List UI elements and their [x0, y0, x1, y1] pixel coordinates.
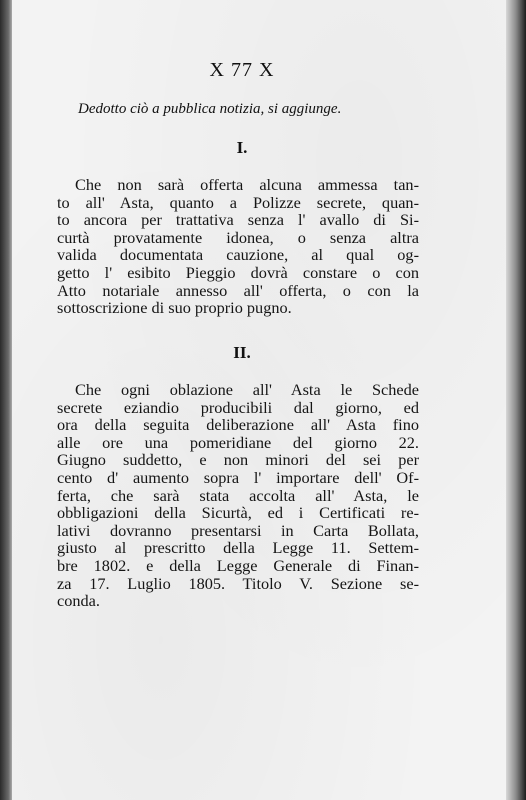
- text-line: obbligazioni della Sicurtà, ed i Certificati re-: [57, 503, 419, 523]
- text-line: to all' Asta, quanto a Polizze secrete, quan-: [57, 192, 419, 212]
- text-line: ora della seguita deliberazione all' Asta fino: [57, 415, 419, 435]
- text-line: secrete eziandio producibili dal giorno, ed: [57, 397, 419, 417]
- text-line: giusto al prescritto della Legge 11. Settem-: [57, 538, 419, 558]
- section-numeral-2: II.: [233, 343, 251, 362]
- book-page: [12, 0, 508, 800]
- text-line: Atto notariale annesso all' offerta, o con la: [57, 280, 419, 300]
- section-2-paragraph: [57, 381, 419, 610]
- text-line: curtà provatamente idonea, o senza altra: [57, 227, 419, 247]
- text-line: getto l' esibito Pieggio dovrà constare o con: [57, 262, 419, 282]
- text-line: bre 1802. e della Legge Generale di Finan-: [57, 555, 419, 575]
- section-1-paragraph: [57, 176, 419, 317]
- text-line: Che ogni oblazione all' Asta le Schede: [75, 380, 419, 399]
- text-line: valida documentata cauzione, al qual og-: [57, 245, 419, 265]
- text-line: conda.: [57, 591, 100, 611]
- text-line: za 17. Luglio 1805. Titolo V. Sezione se-: [57, 573, 419, 593]
- text-line: Che non sarà offerta alcuna ammessa tan-: [75, 175, 419, 194]
- section-numeral-1: I.: [236, 138, 248, 157]
- text-line: alle ore una pomeridiane del giorno 22.: [57, 432, 419, 452]
- text-line: cento d' aumento sopra l' importare dell' Of-: [57, 467, 419, 487]
- text-line: sottoscrizione di suo proprio pugno.: [57, 298, 292, 318]
- page-gutter-shadow: [506, 0, 526, 800]
- text-line: to ancora per trattativa senza l' avallo di Si-: [57, 210, 419, 230]
- page-number: X 77 X: [209, 59, 275, 81]
- intro-line: Dedotto ciò a pubblica notizia, si aggiunge.: [78, 101, 342, 117]
- text-line: Giugno suddetto, e non minori del sei per: [57, 450, 419, 470]
- text-line: ferta, che sarà stata accolta all' Asta, le: [57, 485, 419, 505]
- text-line: lativi dovranno presentarsi in Carta Bollata,: [57, 520, 419, 540]
